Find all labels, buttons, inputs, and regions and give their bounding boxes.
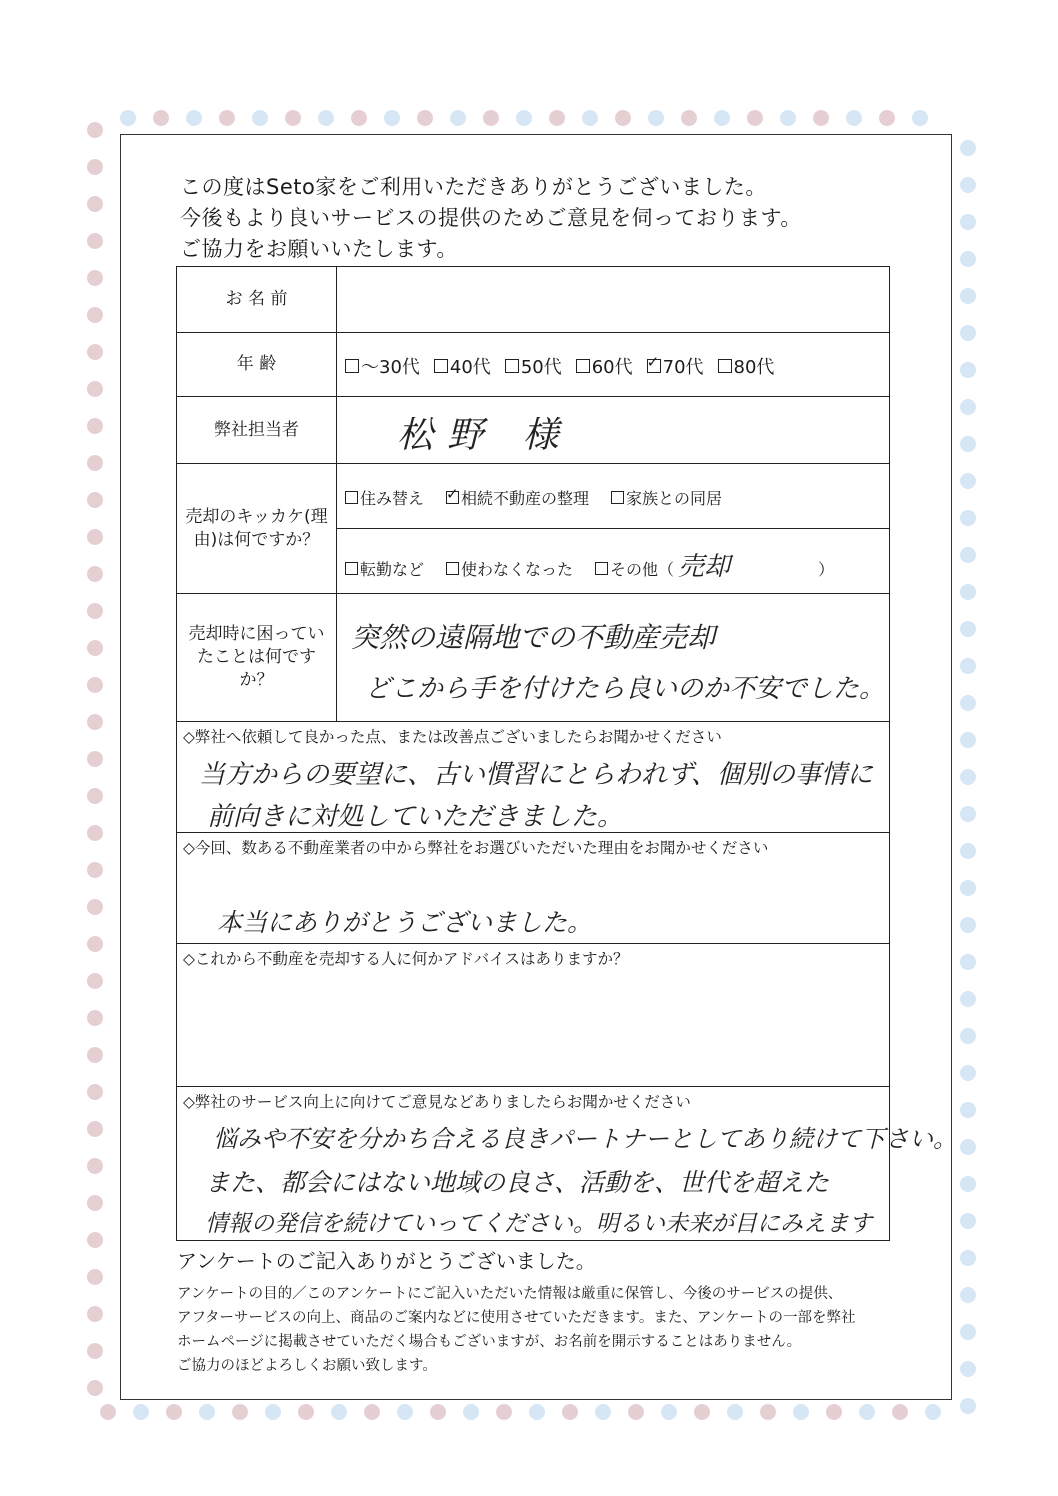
footer-thanks: アンケートのご記入ありがとうございました。	[177, 1249, 596, 1273]
intro-line-3: ご協力をお願いいたします。	[180, 237, 458, 261]
footer-note-line-1: アンケートの目的／このアンケートにご記入いただいた情報は厳重に保管し、今後のサービスの提供、	[177, 1286, 843, 1302]
reason-other-handwritten[interactable]: 売却	[678, 552, 731, 582]
border-dot	[960, 658, 976, 674]
border-dot	[153, 110, 169, 126]
border-dot	[960, 473, 976, 489]
border-dot	[87, 714, 103, 730]
border-dot	[87, 1380, 103, 1396]
trouble-answer-line-1[interactable]: 突然の遠隔地での不動産売却	[351, 621, 716, 654]
checkbox-icon	[345, 359, 359, 373]
survey-table	[176, 266, 957, 1241]
border-dot	[87, 1047, 103, 1063]
border-dot	[232, 1404, 248, 1420]
border-dot	[87, 1084, 103, 1100]
border-dot	[960, 954, 976, 970]
border-dot	[87, 566, 103, 582]
border-dot	[87, 270, 103, 286]
border-dot	[960, 1250, 976, 1266]
border-dot	[87, 122, 103, 138]
border-dot	[87, 825, 103, 841]
border-dot	[960, 1028, 976, 1044]
border-dot	[747, 110, 763, 126]
border-dot	[960, 362, 976, 378]
border-dot	[615, 110, 631, 126]
border-dot	[960, 436, 976, 452]
border-dot	[793, 1404, 809, 1420]
staff-label: 弊社担当者	[177, 397, 337, 463]
border-dot	[960, 1065, 976, 1081]
age-option-80s[interactable]: 80代	[718, 353, 775, 379]
border-dot	[397, 1404, 413, 1420]
border-dot	[960, 621, 976, 637]
border-dot	[960, 843, 976, 859]
border-dot	[463, 1404, 479, 1420]
intro-line-1: この度はSeto家をご利用いただきありがとうございました。	[180, 175, 767, 199]
border-dot	[219, 110, 235, 126]
border-dot	[364, 1404, 380, 1420]
reason-option-other[interactable]: その他（	[595, 557, 674, 580]
border-dot	[760, 1404, 776, 1420]
border-dot	[87, 899, 103, 915]
border-dot	[648, 110, 664, 126]
reason-option-transfer[interactable]: 転勤など	[345, 557, 424, 580]
reason-option-inheritance[interactable]: ✓ 相続不動産の整理	[446, 486, 589, 509]
border-dot	[87, 751, 103, 767]
checkbox-icon	[434, 359, 448, 373]
staff-row	[177, 397, 889, 464]
border-dot	[960, 325, 976, 341]
name-field[interactable]	[337, 267, 889, 332]
border-dot	[87, 1306, 103, 1322]
footer-note	[177, 1282, 855, 1378]
border-dot	[549, 110, 565, 126]
border-dot	[87, 1232, 103, 1248]
checkbox-icon	[446, 562, 459, 575]
border-dot	[859, 1404, 875, 1420]
border-dot	[960, 1213, 976, 1229]
age-option-70s[interactable]: ✓ 70代	[647, 353, 704, 379]
border-dot	[879, 110, 895, 126]
why-chosen-heading: ◇今回、数ある不動産業者の中から弊社をお選びいただいた理由をお聞かせください	[183, 839, 769, 857]
border-dot	[960, 1287, 976, 1303]
border-dot	[681, 110, 697, 126]
name-label: お 名 前	[177, 267, 337, 332]
reason-option-family[interactable]: 家族との同居	[611, 486, 722, 509]
border-dot	[285, 110, 301, 126]
staff-name-handwritten[interactable]: 松野 様	[397, 415, 573, 456]
good-points-heading: ◇弊社へ依頼して良かった点、または改善点ございましたらお聞かせください	[183, 728, 722, 746]
service-feedback-line-2[interactable]: また、都会にはない地域の良さ、活動を、世代を超えた	[205, 1168, 830, 1197]
good-points-answer-line-1[interactable]: 当方からの要望に、古い慣習にとらわれず、個別の事情に	[199, 760, 873, 790]
reason-option-relocate[interactable]: 住み替え	[345, 486, 424, 509]
service-feedback-line-1[interactable]: 悩みや不安を分かち合える良きパートナーとしてあり続けて下さい。	[213, 1125, 957, 1153]
border-dot	[318, 110, 334, 126]
border-dot	[87, 1343, 103, 1359]
border-dot	[714, 110, 730, 126]
border-dot	[628, 1404, 644, 1420]
border-dot	[120, 110, 136, 126]
border-dot	[252, 110, 268, 126]
border-dot	[960, 695, 976, 711]
reason-option-unused[interactable]: 使わなくなった	[446, 557, 573, 580]
border-dot	[826, 1404, 842, 1420]
border-dot	[529, 1404, 545, 1420]
border-dot	[87, 529, 103, 545]
age-option-under30[interactable]: ～30代	[345, 353, 420, 379]
border-dot	[960, 1102, 976, 1118]
intro-line-2: 今後もより良いサービスの提供のためご意見を伺っております。	[180, 206, 802, 230]
border-dot	[694, 1404, 710, 1420]
name-row	[177, 267, 889, 333]
border-dot	[87, 973, 103, 989]
age-option-40s[interactable]: 40代	[434, 353, 491, 379]
age-row	[177, 333, 889, 397]
border-dot	[430, 1404, 446, 1420]
checkbox-icon	[595, 562, 608, 575]
footer-note-line-3: ホームページに掲載させていただく場合もございますが、お名前を開示することはありません。	[177, 1334, 802, 1350]
border-dot	[87, 862, 103, 878]
border-dot	[87, 788, 103, 804]
border-dot	[87, 1195, 103, 1211]
border-dot	[582, 110, 598, 126]
border-dot	[417, 110, 433, 126]
border-dot	[87, 677, 103, 693]
border-dot	[960, 1139, 976, 1155]
border-dot	[87, 492, 103, 508]
why-chosen-section	[177, 833, 889, 944]
age-option-60s[interactable]: 60代	[576, 353, 633, 379]
border-dot	[960, 140, 976, 156]
border-dot	[87, 1121, 103, 1137]
border-dot	[960, 1324, 976, 1340]
service-feedback-section	[177, 1087, 957, 1242]
border-dot	[87, 381, 103, 397]
border-dot	[562, 1404, 578, 1420]
trouble-row	[177, 594, 889, 722]
border-dot	[960, 1398, 976, 1414]
border-dot	[100, 1404, 116, 1420]
checkbox-icon	[576, 359, 590, 373]
border-dot	[87, 196, 103, 212]
border-dot	[960, 769, 976, 785]
border-dot	[925, 1404, 941, 1420]
border-dot	[166, 1404, 182, 1420]
reason-line-2	[345, 550, 889, 587]
border-dot	[960, 880, 976, 896]
border-dot	[595, 1404, 611, 1420]
checked-checkbox-icon	[647, 359, 661, 373]
advice-section	[177, 944, 889, 1087]
border-dot	[960, 288, 976, 304]
border-dot	[87, 640, 103, 656]
border-dot	[298, 1404, 314, 1420]
trouble-label: 売却時に困っていたことは何ですか？	[177, 594, 337, 721]
border-dot	[960, 1176, 976, 1192]
border-dot	[912, 110, 928, 126]
border-dot	[87, 418, 103, 434]
border-dot	[384, 110, 400, 126]
service-feedback-heading: ◇弊社のサービス向上に向けてご意見などありましたらお聞かせください	[183, 1093, 691, 1111]
checkbox-icon	[345, 491, 358, 504]
border-dot	[960, 1361, 976, 1377]
reason-line-1	[337, 464, 889, 529]
checkbox-icon	[718, 359, 732, 373]
border-dot	[960, 177, 976, 193]
border-dot	[496, 1404, 512, 1420]
service-feedback-line-3[interactable]: 情報の発信を続けていってください。明るい未来が目にみえます	[205, 1211, 872, 1237]
border-dot	[331, 1404, 347, 1420]
border-dot	[960, 510, 976, 526]
border-dot	[87, 344, 103, 360]
border-dot	[960, 251, 976, 267]
border-dot	[186, 110, 202, 126]
border-dot	[87, 936, 103, 952]
border-dot	[199, 1404, 215, 1420]
border-dot	[87, 1158, 103, 1174]
border-dot	[265, 1404, 281, 1420]
border-dot	[87, 1010, 103, 1026]
border-dot	[960, 991, 976, 1007]
border-dot	[846, 110, 862, 126]
good-points-answer-line-2[interactable]: 前向きに対処していただきました。	[207, 802, 624, 832]
reason-label: 売却のキッカケ(理由)は何ですか？	[177, 464, 337, 593]
border-dot	[483, 110, 499, 126]
checkbox-icon	[345, 562, 358, 575]
border-dot	[87, 603, 103, 619]
border-dot	[133, 1404, 149, 1420]
border-dot	[87, 307, 103, 323]
border-dot	[813, 110, 829, 126]
border-dot	[960, 732, 976, 748]
border-dot	[727, 1404, 743, 1420]
age-label: 年 齢	[177, 333, 337, 396]
footer-note-line-2: アフターサービスの向上、商品のご案内などに使用させていただきます。また、アンケートの一部を弊社	[177, 1310, 856, 1326]
border-dot	[960, 214, 976, 230]
border-dot	[892, 1404, 908, 1420]
trouble-answer-line-2[interactable]: どこから手を付けたら良いのか不安でした。	[365, 674, 886, 704]
border-dot	[780, 110, 796, 126]
checkbox-icon	[505, 359, 519, 373]
border-dot	[87, 233, 103, 249]
checkbox-icon	[611, 491, 624, 504]
checked-checkbox-icon	[446, 491, 459, 504]
border-dot	[960, 547, 976, 563]
footer-note-line-4: ご協力のほどよろしくお願い致します。	[177, 1358, 437, 1374]
border-dot	[960, 399, 976, 415]
border-dot	[351, 110, 367, 126]
reason-row	[177, 464, 889, 594]
age-options	[345, 353, 889, 379]
border-dot	[960, 584, 976, 600]
good-points-section	[177, 722, 889, 833]
border-dot	[87, 455, 103, 471]
border-dot	[960, 806, 976, 822]
intro-text	[180, 172, 802, 265]
advice-heading: ◇これから不動産を売却する人に何かアドバイスはありますか？	[183, 950, 629, 968]
reason-other-close: ）	[818, 560, 835, 579]
border-dot	[516, 110, 532, 126]
border-dot	[450, 110, 466, 126]
border-dot	[960, 917, 976, 933]
why-chosen-answer-line-1[interactable]: 本当にありがとうございました。	[217, 908, 593, 937]
border-dot	[87, 159, 103, 175]
age-option-50s[interactable]: 50代	[505, 353, 562, 379]
border-dot	[87, 1269, 103, 1285]
border-dot	[661, 1404, 677, 1420]
